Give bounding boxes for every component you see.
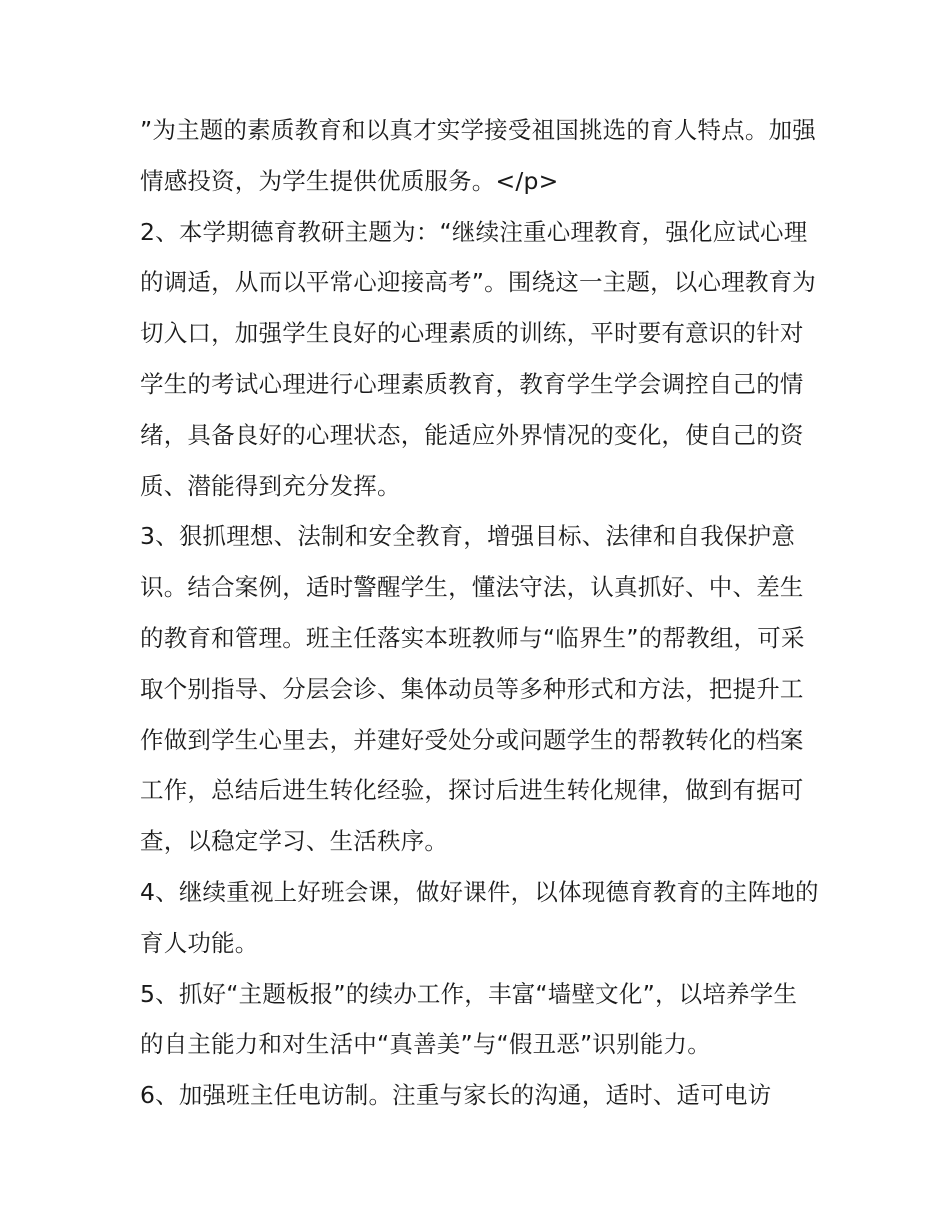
document-body — [140, 105, 820, 1121]
paragraph-item-6: 6、加强班主任电访制。注重与家长的沟通，适时、适可电访 — [140, 1081, 772, 1110]
paragraph-continuation: ”为主题的素质教育和以真才实学接受祖国挑选的育人特点。加强情感投资，为学生提供优质服务。</p> — [140, 116, 816, 195]
paragraph-item-5: 5、抓好“主题板报”的续办工作，丰富“墙壁文化”，以培养学生的自主能力和对生活中“真善美”与“假丑恶”识别能力。 — [140, 979, 798, 1059]
paragraph-item-3: 3、狠抓理想、法制和安全教育，增强目标、法律和自我保护意识。结合案例，适时警醒学生，懂法守法，认真抓好、中、差生的教育和管理。班主任落实本班教师与“临界生”的帮教组，可采取个别指导、分层会诊、集体动员等多种形式和方法，把提升工作做到学生心里去，并建好受处分或问题学生的帮教转化的档案工作，总结后进生转化经验，探讨后进生转化规律，做到有据可查，以稳定学习、生活秩序。 — [140, 522, 805, 856]
paragraph-item-2: 2、本学期德育教研主题为：“继续注重心理教育，强化应试心理的调适，从而以平常心迎接高考”。围绕这一主题，以心理教育为切入口，加强学生良好的心理素质的训练，平时要有意识的针对学生的考试心理进行心理素质教育，教育学生学会调控自己的情绪，具备良好的心理状态，能适应外界情况的变化，使自己的资质、潜能得到充分发挥。 — [140, 217, 816, 500]
paragraph-item-4: 4、继续重视上好班会课，做好课件，以体现德育教育的主阵地的育人功能。 — [140, 877, 819, 957]
